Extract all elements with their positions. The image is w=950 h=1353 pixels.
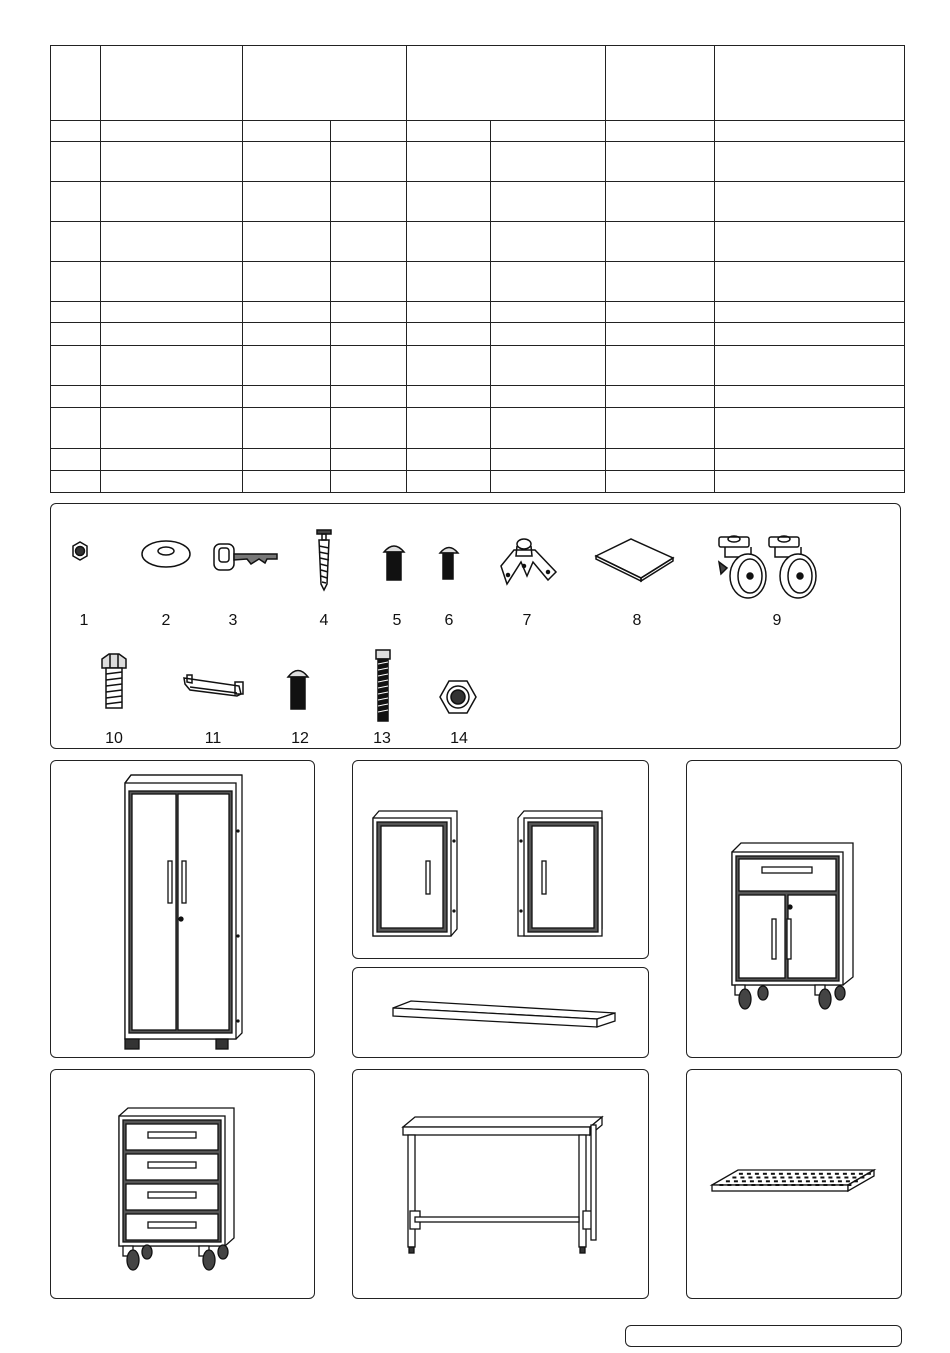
peg-hole (854, 1180, 858, 1182)
peg-hole (751, 1184, 755, 1186)
peg-hole (726, 1180, 730, 1182)
peg-hole (843, 1173, 847, 1175)
peg-hole (764, 1177, 768, 1179)
peg-hole (823, 1184, 827, 1186)
table-row (51, 142, 905, 182)
peg-hole (822, 1180, 826, 1182)
peg-hole (782, 1180, 786, 1182)
peg-hole (812, 1177, 816, 1179)
peg-hole (844, 1177, 848, 1179)
peg-hole (747, 1173, 751, 1175)
hardware-number: 2 (161, 612, 171, 629)
lock-nut-icon (440, 681, 476, 713)
peg-hole (732, 1177, 736, 1179)
peg-hole (774, 1180, 778, 1182)
peg-hole (719, 1184, 723, 1186)
peg-hole (831, 1184, 835, 1186)
peg-hole (828, 1177, 832, 1179)
peg-hole (859, 1173, 863, 1175)
table-header-row (51, 46, 905, 121)
peg-hole (839, 1184, 843, 1186)
table-row (51, 323, 905, 346)
pan-head-screw-icon (384, 546, 404, 580)
peg-hole (847, 1184, 851, 1186)
peg-hole (851, 1173, 855, 1175)
peg-hole (734, 1180, 738, 1182)
peg-hole (796, 1177, 800, 1179)
hardware-number: 6 (444, 612, 454, 629)
hardware-number: 14 (450, 730, 468, 747)
peg-hole (819, 1173, 823, 1175)
hex-nut-icon (73, 542, 87, 560)
peg-hole (743, 1184, 747, 1186)
peg-hole (771, 1173, 775, 1175)
hardware-number: 10 (105, 730, 123, 747)
table-header-cell (101, 46, 243, 121)
tall-cabinet-icon (51, 761, 316, 1059)
peg-hole (791, 1184, 795, 1186)
peg-hole (767, 1184, 771, 1186)
drawer-chest-panel (50, 1069, 315, 1299)
peg-hole (827, 1173, 831, 1175)
peg-hole (807, 1184, 811, 1186)
peg-hole (795, 1173, 799, 1175)
wood-screw-icon (317, 530, 331, 590)
table-row (51, 346, 905, 386)
hardware-number: 9 (772, 612, 782, 629)
leveling-foot-bracket-icon (501, 539, 556, 584)
door-handle-icon (184, 675, 243, 696)
peg-hole (803, 1173, 807, 1175)
hardware-number: 5 (392, 612, 402, 629)
base-cabinet-icon (687, 761, 903, 1059)
peg-hole (798, 1180, 802, 1182)
peg-hole (835, 1173, 839, 1175)
peg-hole (836, 1177, 840, 1179)
peg-hole (783, 1184, 787, 1186)
table-row (51, 471, 905, 493)
long-bolt-icon (376, 650, 390, 721)
peg-hole (742, 1180, 746, 1182)
table-row (51, 449, 905, 471)
peg-hole (759, 1184, 763, 1186)
peg-hole (740, 1177, 744, 1179)
peg-hole (852, 1177, 856, 1179)
peg-hole (750, 1180, 754, 1182)
table-row (51, 386, 905, 408)
hardware-number: 3 (228, 612, 238, 629)
pegboard-shelf-panel (686, 1069, 902, 1299)
peg-hole (830, 1180, 834, 1182)
flat-washer-icon (142, 541, 190, 567)
peg-hole (739, 1173, 743, 1175)
table-row (51, 121, 905, 142)
shelf-plate-icon (596, 539, 673, 581)
peg-hole (790, 1180, 794, 1182)
peg-hole (766, 1180, 770, 1182)
table-header-cell (715, 46, 905, 121)
hardware-panel (50, 503, 901, 749)
hardware-number: 11 (204, 730, 222, 747)
wall-shelf-panel (352, 967, 649, 1058)
peg-hole (748, 1177, 752, 1179)
workbench-icon (353, 1070, 650, 1300)
hardware-number: 7 (522, 612, 532, 629)
table-header-cell (606, 46, 715, 121)
peg-hole (814, 1180, 818, 1182)
peg-hole (756, 1177, 760, 1179)
table-row (51, 302, 905, 323)
short-pan-head-screw-icon (440, 548, 458, 580)
peg-hole (758, 1180, 762, 1182)
table-row (51, 182, 905, 222)
peg-hole (799, 1184, 803, 1186)
peg-hole (860, 1177, 864, 1179)
peg-hole (811, 1173, 815, 1175)
key-icon (214, 544, 277, 570)
peg-hole (806, 1180, 810, 1182)
peg-hole (727, 1184, 731, 1186)
table-row (51, 408, 905, 449)
peg-hole (787, 1173, 791, 1175)
peg-hole (772, 1177, 776, 1179)
table-header-cell (407, 46, 606, 121)
table-row (51, 222, 905, 262)
caster-wheels-icon (719, 536, 816, 598)
peg-hole (779, 1173, 783, 1175)
hex-bolt-icon (102, 654, 126, 708)
table-header-cell (51, 46, 101, 121)
peg-hole (775, 1184, 779, 1186)
wall-cabinets-icon (353, 761, 650, 960)
base-cabinet-panel (686, 760, 902, 1058)
peg-hole (867, 1173, 871, 1175)
hardware-number: 12 (291, 730, 309, 747)
tall-cabinet-panel (50, 760, 315, 1058)
wall-shelf-icon (353, 968, 650, 1059)
hardware-number: 1 (79, 612, 89, 629)
footer-label-box (625, 1325, 902, 1347)
pegboard-shelf-icon (687, 1070, 903, 1300)
peg-hole (755, 1173, 759, 1175)
peg-hole (820, 1177, 824, 1179)
peg-hole (763, 1173, 767, 1175)
drawer-chest-icon (51, 1070, 316, 1300)
peg-hole (846, 1180, 850, 1182)
peg-hole (804, 1177, 808, 1179)
hardware-number: 13 (373, 730, 391, 747)
table-row (51, 262, 905, 302)
peg-hole (780, 1177, 784, 1179)
peg-hole (838, 1180, 842, 1182)
parts-table (50, 45, 905, 493)
peg-hole (788, 1177, 792, 1179)
workbench-panel (352, 1069, 649, 1299)
truss-head-screw-icon (288, 671, 308, 710)
peg-hole (815, 1184, 819, 1186)
hardware-number: 4 (319, 612, 329, 629)
table-header-cell (243, 46, 407, 121)
peg-hole (735, 1184, 739, 1186)
wall-cabinets-panel (352, 760, 649, 959)
hardware-number: 8 (632, 612, 642, 629)
